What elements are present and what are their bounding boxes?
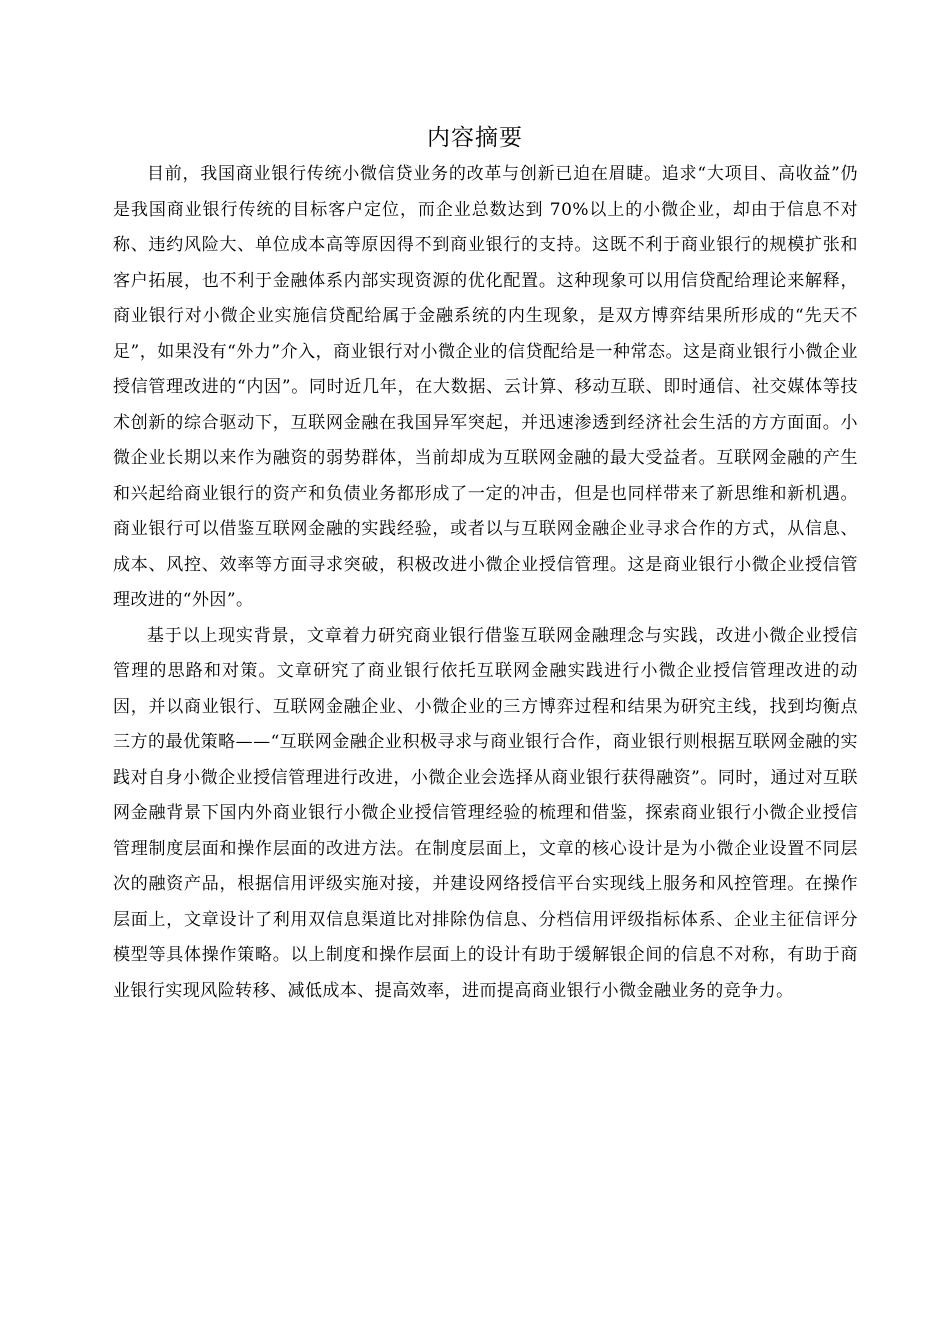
abstract-paragraph-1: 目前，我国商业银行传统小微信贷业务的改革与创新已迫在眉睫。追求“大项目、高收益”仍是我国商业银行传统的目标客户定位，而企业总数达到 70%以上的小微企业，却由于信息不对称、违约风险大、单位成本高等原因得不到商业银行的支持。这既不利于商业银行的规模扩张和客户拓展，也不利于金融体系内部实现资源的优化配置。这种现象可以用信贷配给理论来解释，商业银行对小微企业实施信贷配给属于金融系统的内生现象，是双方博弈结果所形成的“先天不足”，如果没有“外力”介入，商业银行对小微企业的信贷配给是一种常态。这是商业银行小微企业授信管理改进的“内因”。同时近几年，在大数据、云计算、移动互联、即时通信、社交媒体等技术创新的综合驱动下，互联网金融在我国异军突起，并迅速渗透到经济社会生活的方方面面。小微企业长期以来作为融资的弱势群体，当前却成为互联网金融的最大受益者。互联网金融的产生和兴起给商业银行的资产和负债业务都形成了一定的冲击，但是也同样带来了新思维和新机遇。商业银行可以借鉴互联网金融的实践经验，或者以与互联网金融企业寻求合作的方式，从信息、成本、风控、效率等方面寻求突破，积极改进小微企业授信管理。这是商业银行小微企业授信管理改进的“外因”。 xyxy=(113,164,858,610)
abstract-paragraph-2: 基于以上现实背景，文章着力研究商业银行借鉴互联网金融理念与实践，改进小微企业授信管理的思路和对策。文章研究了商业银行依托互联网金融实践进行小微企业授信管理改进的动因，并以商业银行、互联网金融企业、小微企业的三方博弈过程和结果为研究主线，找到均衡点三方的最优策略——“互联网金融企业积极寻求与商业银行合作，商业银行则根据互联网金融的实践对自身小微企业授信管理进行改进，小微企业会选择从商业银行获得融资”。同时，通过对互联网金融背景下国内外商业银行小微企业授信管理经验的梳理和借鉴，探索商业银行小微企业授信管理制度层面和操作层面的改进方法。在制度层面上，文章的核心设计是为小微企业设置不同层次的融资产品，根据信用评级实施对接，并建设网络授信平台实现线上服务和风控管理。在操作层面上，文章设计了利用双信息渠道比对排除伪信息、分档信用评级指标体系、企业主征信评分模型等具体操作策略。以上制度和操作层面上的设计有助于缓解银企间的信息不对称，有助于商业银行实现风险转移、减低成本、提高效率，进而提高商业银行小微金融业务的竞争力。 xyxy=(113,625,858,1001)
abstract-body xyxy=(113,157,858,1009)
abstract-title: 内容摘要 xyxy=(427,125,523,151)
